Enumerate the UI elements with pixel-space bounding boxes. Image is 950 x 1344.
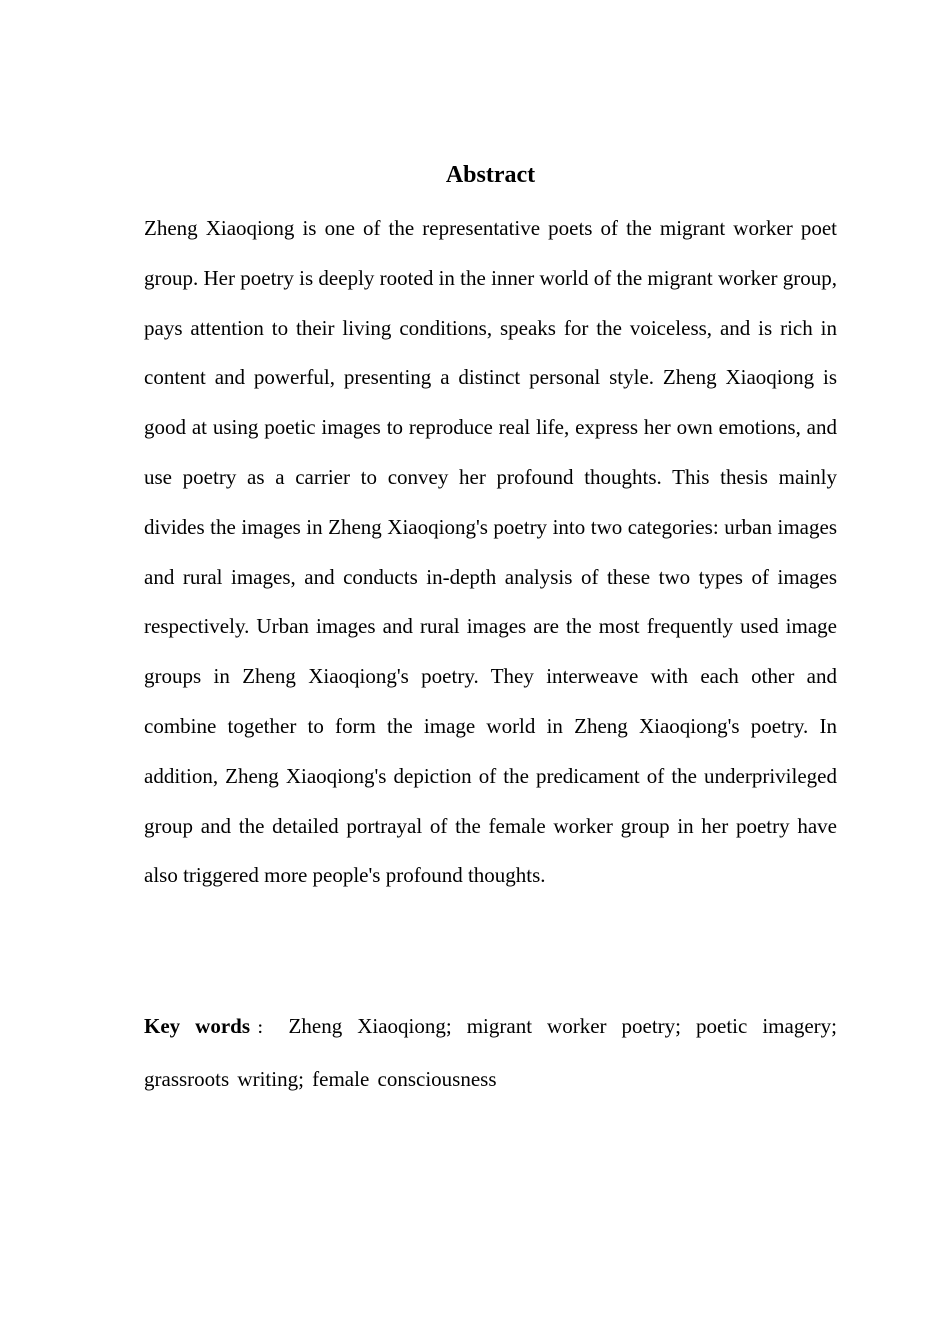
- keywords-separator: ：: [250, 1021, 279, 1037]
- abstract-heading: Abstract: [445, 162, 536, 188]
- keywords-list: Zheng Xiaoqiong; migrant worker poetry; poetic imagery; grassroots writing; female consciousness: [144, 1014, 837, 1091]
- keywords-label: Key words: [144, 1014, 251, 1038]
- abstract-body: Zheng Xiaoqiong is one of the representative poets of the migrant worker poet group. Her poetry is deeply rooted in the inner world of the migrant worker group, pays attention to their living conditions, speaks for the voiceless, and is rich in content and powerful, presenting a distinct personal style. Zheng Xiaoqiong is good at using poetic images to reproduce real life, express her own emotions, and use poetry as a carrier to convey her profound thoughts. This thesis mainly divides the images in Zheng Xiaoqiong's poetry into two categories: urban images and rural images, and conducts in-depth analysis of these two types of images respectively. Urban images and rural images are the most frequently used image groups in Zheng Xiaoqiong's poetry. They interweave with each other and combine together to form the image world in Zheng Xiaoqiong's poetry. In addition, Zheng Xiaoqiong's depiction of the predicament of the underprivileged group and the detailed portrayal of the female worker group in her poetry have also triggered more people's profound thoughts.: [144, 216, 837, 888]
- keywords-paragraph: [144, 1002, 837, 1105]
